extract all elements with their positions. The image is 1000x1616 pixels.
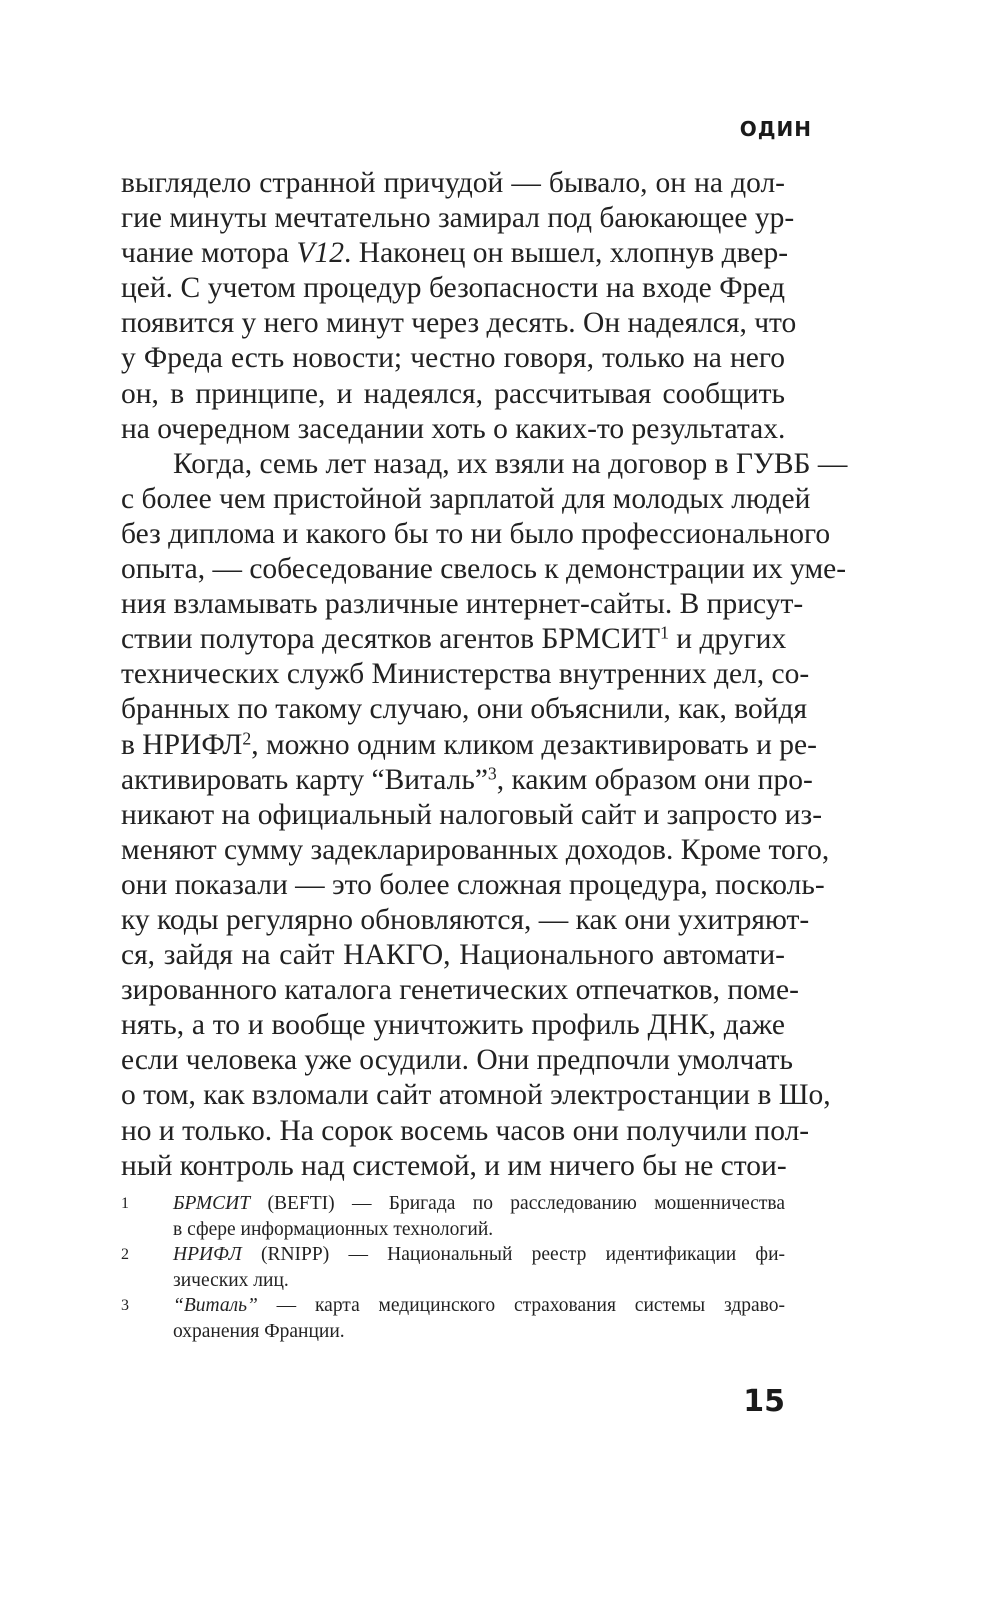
footnote-term: “Виталь” [173,1295,258,1316]
footnote-ref: 1 [660,622,669,643]
text-line: чание мотора V12. Наконец он вышел, хлопнув двер- [121,237,789,270]
footnote-term: НРИФЛ [173,1244,242,1265]
text-line: ся, зайдя на сайт НАКГО, Национального автомати- [121,939,785,972]
footnote [121,1293,785,1344]
text-line: но и только. На сорок восемь часов они получили пол- [121,1114,810,1147]
text-line: на очередном заседании хоть о каких-то результатах. [121,412,786,445]
footnote-line: охранения Франции. [173,1320,345,1342]
footnote-term: БРМСИТ [173,1193,251,1214]
text-line: они показали — это более сложная процедура, посколь- [121,868,825,901]
text-line: никают на официальный налоговый сайт и запросто из- [121,798,823,831]
footnote-number: 2 [121,1246,129,1263]
text-line: нять, а то и вообще уничтожить профиль ДНК, даже [121,1009,785,1042]
running-header: ОДИН [739,117,812,141]
footnote-line: зических лиц. [173,1269,289,1291]
text-line: у Фреда есть новости; честно говоря, только на него [121,342,785,375]
footnote-ref: 2 [242,727,252,748]
footnote-line: в сфере информационных технологий. [173,1218,494,1240]
text-line: если человека уже осудили. Они предпочли умолчать [121,1044,793,1077]
text-line: гие минуты мечтательно замирал под баюкающее ур- [121,202,795,235]
footnote-line: БРМСИТ (BEFTI) — Бригада по расследованию мошенничества [173,1193,785,1214]
text-line: Когда, семь лет назад, их взяли на договор в ГУВБ — [173,447,848,480]
main-text [121,166,848,1184]
footnote [121,1242,785,1293]
text-line: с более чем пристойной зарплатой для молодых людей [121,482,811,515]
text-line: ствии полутора десятков агентов БРМСИТ$^1$ и других [121,622,787,656]
text-line: ния взламывать различные интернет-сайты. В присут- [121,588,804,621]
text-line: бранных по такому случаю, они объяснили, как, войдя [121,693,808,726]
engine-model: V12 [296,237,345,270]
footnote-line: НРИФЛ (RNIPP) — Национальный реестр идентификации фи- [173,1244,785,1265]
page-number: 15 [743,1384,785,1419]
footnote-ref: 3 [487,762,497,783]
text-line: цей. С учетом процедур безопасности на входе Фред [121,272,785,305]
footnote-number: 3 [121,1297,129,1314]
text-line: без диплома и какого бы то ни было профессионального [121,517,831,550]
text-line: опыта, — собеседование свелось к демонстрации их уме- [121,553,847,586]
text-line: он, в принципе, и надеялся, рассчитывая сообщить [121,377,785,410]
text-line: появится у него минут через десять. Он надеялся, что [121,307,797,340]
text-line: ный контроль над системой, и им ничего бы не стои- [121,1149,787,1182]
text-line: выглядело странной причудой — бывало, он на дол- [121,167,785,199]
text-line: активировать карту “Виталь”$^3$, каким образом они про- [121,762,813,796]
text-line: меняют сумму задекларированных доходов. Кроме того, [121,833,830,866]
footnote-line: “Виталь” — карта медицинского страхования системы здраво- [173,1295,785,1316]
footnote [121,1191,785,1242]
text-line: ку коды регулярно обновляются, — как они ухитряют- [121,903,810,936]
footnotes [121,1191,785,1344]
text-line: в НРИФЛ$^2$, можно одним кликом дезактивировать и ре- [121,727,817,761]
text-line: технических служб Министерства внутренних дел, со- [121,658,810,691]
text-line: о том, как взломали сайт атомной электростанции в Шо, [121,1079,831,1112]
footnote-number: 1 [121,1195,129,1212]
text-line: зированного каталога генетических отпечатков, поме- [121,974,799,1007]
